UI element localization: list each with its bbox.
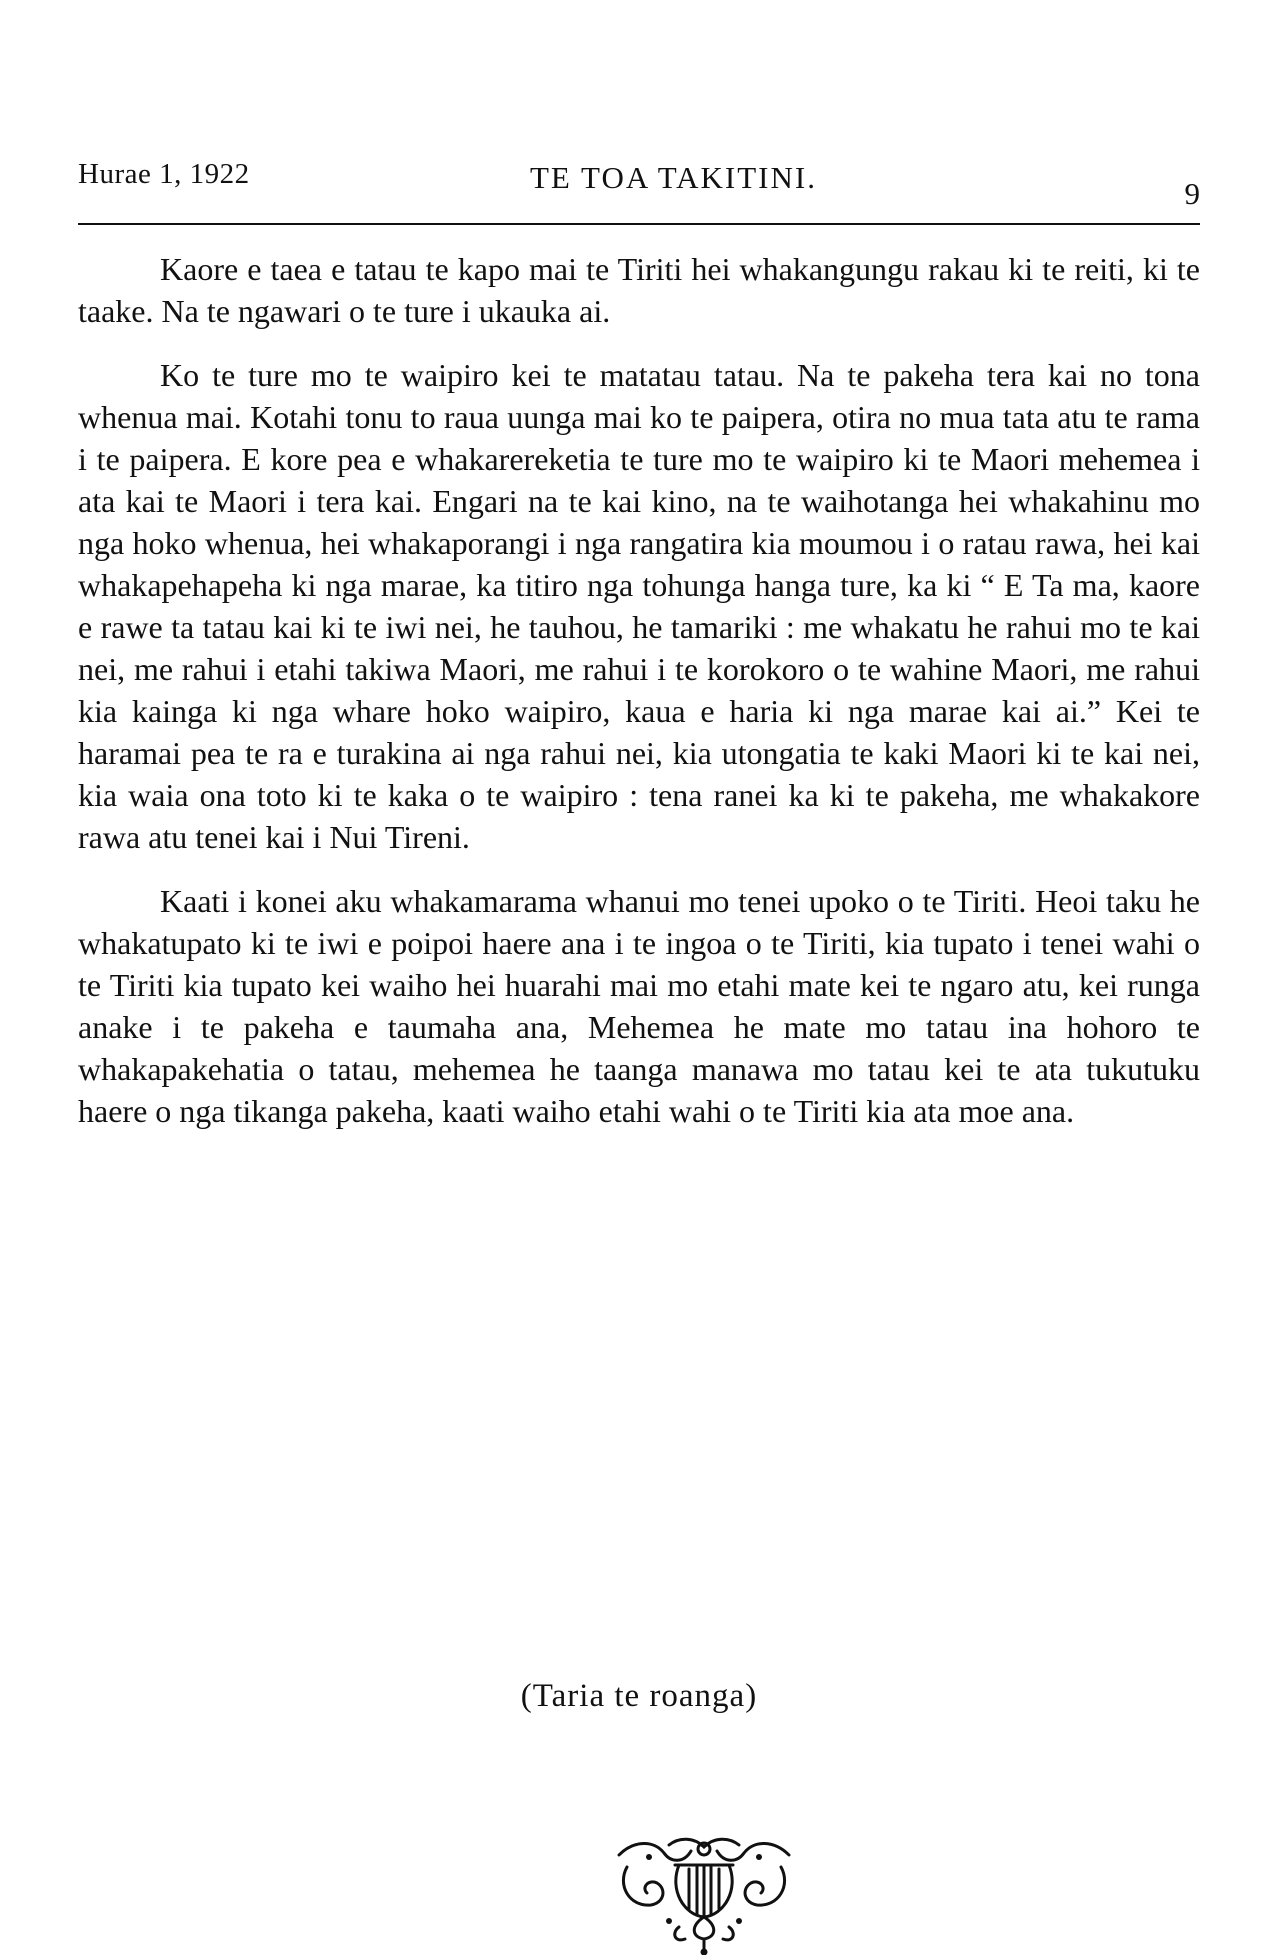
issue-date: Hurae 1, 1922 <box>78 158 250 190</box>
publication-title: TE TOA TAKITINI. <box>530 160 817 195</box>
page-number: 9 <box>1184 176 1200 211</box>
document-page <box>78 0 1200 1960</box>
article-body <box>78 248 1200 1132</box>
paragraph-2: Ko te ture mo te waipiro kei te matatau tatau. Na te pakeha tera kai no tona whenua mai. Kotahi tonu to raua uunga mai ko te paipera, otira no mua tata atu te rama i te paipera. E kore pea e whakarereketia te ture mo te waipiro ki te Maori mehemea i ata kai te Maori i tera kai. Engari na te kai kino, na te waihotanga hei whakahinu mo nga hoko whenua, hei whakaporangi i nga rangatira kia moumou i o ratau rawa, hei kai whakapehapeha ki nga marae, ka titiro nga tohunga hanga ture, ka ki “ E Ta ma, kaore e rawe ta tatau kai ki te iwi nei, he tauhou, he tamariki : me whakatu he rahui mo te kai nei, me rahui i etahi takiwa Maori, me rahui i te korokoro o te wahine Maori, me rahui kia kainga ki nga whare hoko waipiro, kaua e haria ki nga marae kai ai.” Kei te haramai pea te ra e turakina ai nga rahui nei, kia utongatia te kaki Maori ki te kai nei, kia waia ona toto ki te kaka o te waipiro : tena ranei ka ki te pakeha, me whakakore rawa atu tenei kai i Nui Tireni. <box>78 357 1200 855</box>
paragraph-1: Kaore e taea e tatau te kapo mai te Tiriti hei whakangungu rakau ki te reiti, ki te taake. Na te ngawari o te ture i ukauka ai. <box>78 251 1200 329</box>
header-rule <box>78 223 1200 225</box>
paragraph-3: Kaati i konei aku whakamarama whanui mo tenei upoko o te Tiriti. Heoi taku he whakatupato ki te iwi e poipoi haere ana i te ingoa o te Tiriti, kia tupato i tenei wahi o te Tiriti kia tupato kei waiho hei huarahi mai mo etahi mate kei te ngaro atu, kei runga anake i te pakeha e taumaha ana, Mehemea he mate mo tatau ina hohoro te whakapakehatia o tatau, mehemea he taanga manawa mo tatau kei te ata tukutuku haere o nga tikanga pakeha, kaati waiho etahi wahi o te Tiriti kia ata moe ana. <box>78 883 1200 1129</box>
continued-note: (Taria te roanga) <box>520 1678 758 1714</box>
running-head <box>78 150 1200 211</box>
floral-tailpiece-ornament-icon <box>609 1835 799 1955</box>
